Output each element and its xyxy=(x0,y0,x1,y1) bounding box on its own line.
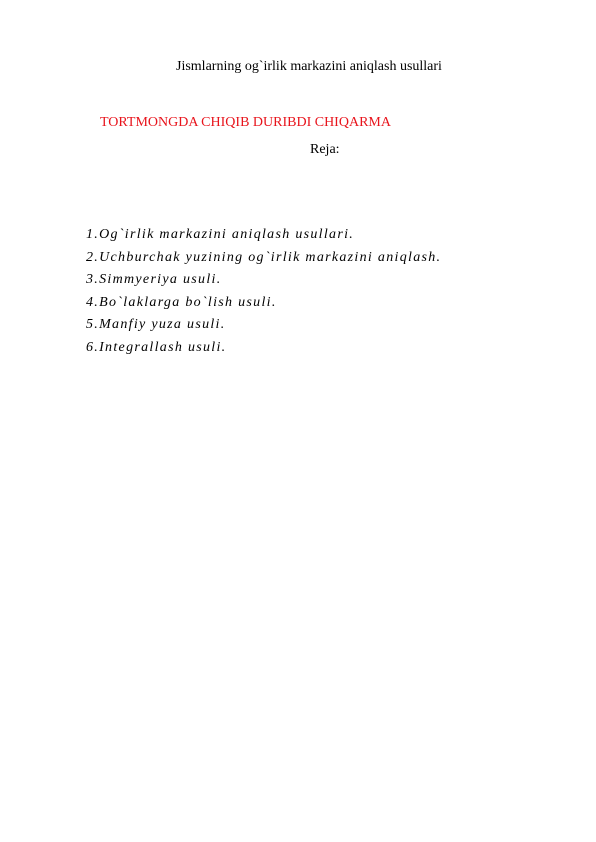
plan-item: 2.Uchburchak yuzining og`irlik markazini aniqlash. xyxy=(86,249,442,265)
document-title: Jismlarning og`irlik markazini aniqlash usullari xyxy=(176,59,442,74)
red-notice-text: TORTMONGDA CHIQIB DURIBDI CHIQARMA xyxy=(100,115,391,130)
plan-list xyxy=(86,224,441,360)
plan-heading: Reja: xyxy=(310,142,340,157)
plan-item: 1.Og`irlik markazini aniqlash usullari. xyxy=(86,227,355,242)
plan-item: 3.Simmyeriya usuli. xyxy=(86,272,222,288)
plan-item: 4.Bo`laklarga bo`lish usuli. xyxy=(86,294,277,310)
plan-item: 6.Integrallash usuli. xyxy=(86,339,227,355)
plan-item: 5.Manfiy yuza usuli. xyxy=(86,317,226,333)
